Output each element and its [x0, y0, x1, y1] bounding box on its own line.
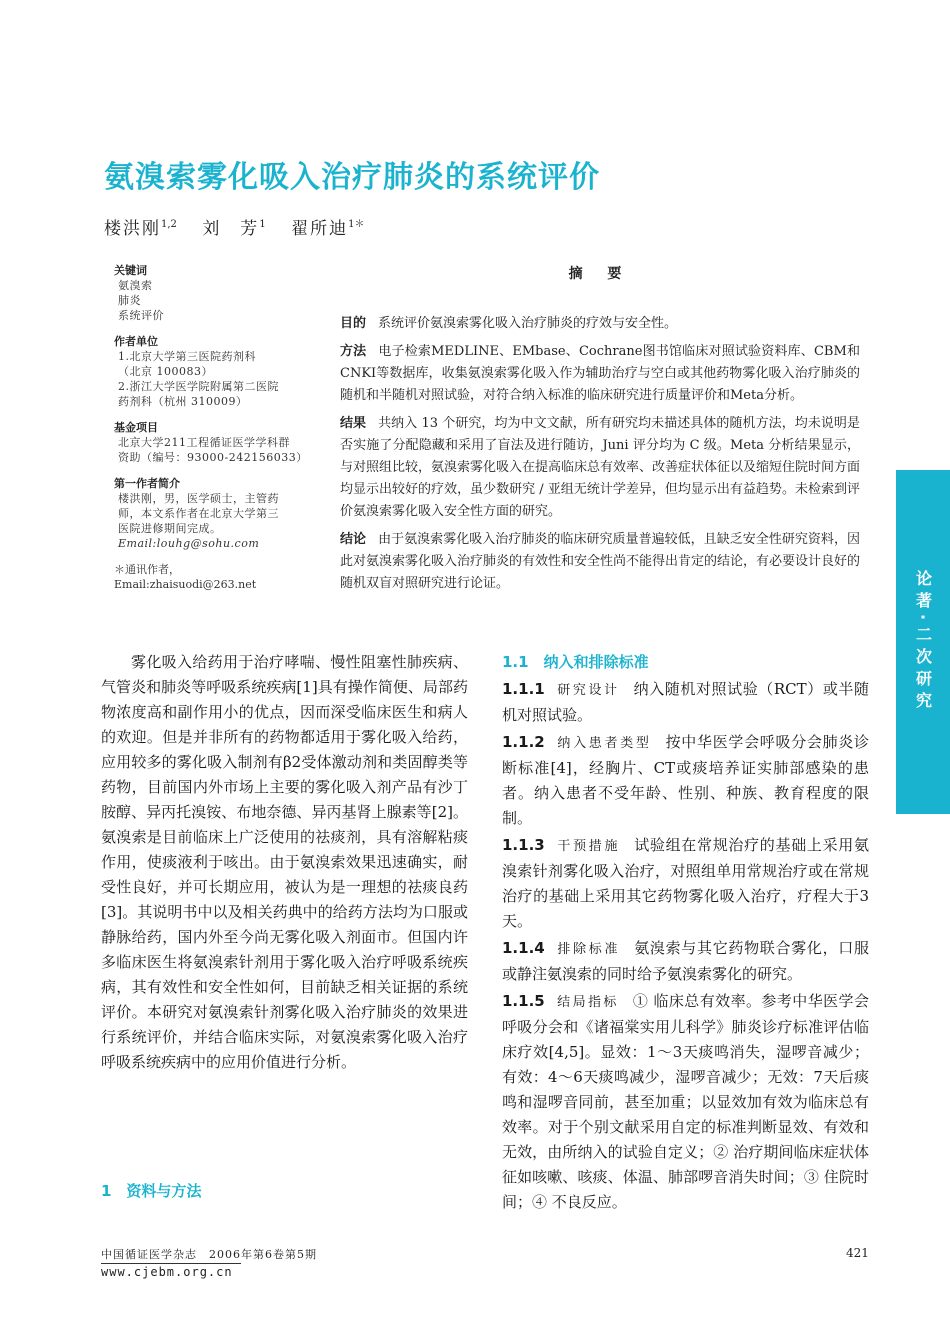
abstract-objective: 目的 系统评价氨溴索雾化吸入治疗肺炎的疗效与安全性。: [340, 316, 678, 331]
section-side-tab-label: 论著·二次研究: [913, 569, 933, 715]
abstract-results: 结果 共纳入 13 个研究，均为中文文献，所有研究均未描述具体的随机方法，均未说明是否实施了分配隐藏和采用了盲法及进行随访，Juni 评分均为 C 级。Meta 分析结果显示，与对照组比较，氨溴索雾化吸入在提高临床总有效率、改善症状体征以及缩短住院时间方面均显示出较好的疗效，虽少数研究 / 亚组无统计学差异，但均显示出有益趋势。未检索到评价氨溴索雾化吸入安全性方面的研究。: [340, 416, 861, 519]
subsection: [502, 989, 869, 1215]
subsection-title: 纳入患者类型: [556, 736, 652, 751]
affiliation-line: 药剂科（杭州 310009）: [118, 395, 248, 408]
subsection-text: ① 临床总有效率。参考中华医学会呼吸分会和《诸福棠实用儿科学》肺炎诊疗标准评估临床疗效[4,5]。显效：1～3天痰鸣消失，湿啰音减少；有效：4～6天痰鸣减少，湿啰音减少；无效：7天后痰鸣和湿啰音同前，甚至加重；以显效加有效为临床总有效率。对于个别文献采用自定的标准判断显效、有效和无效，由所纳入的试验自定义；② 治疗期间临床症状体征如咳嗽、咳痰、体温、肺部啰音消失时间；③ 住院时间；④ 不良反应。: [502, 992, 869, 1211]
abstract: [340, 263, 860, 601]
subsection-number: 1.1.3: [502, 836, 545, 854]
author: 翟所迪$^{1*}$: [291, 219, 365, 239]
journal-url[interactable]: www.cjebm.org.cn: [101, 1265, 233, 1279]
fund-heading: 基金项目: [114, 421, 158, 434]
author: 刘 芳$^1$: [202, 219, 266, 239]
abstract-label: 目的: [340, 316, 367, 331]
subsection-title: 研究设计: [556, 683, 620, 698]
section-heading-1-1: 1.1 纳入和排除标准: [502, 653, 649, 671]
keyword: 系统评价: [118, 309, 164, 322]
subsection-title: 结局指标: [556, 995, 619, 1010]
fund-block: [114, 420, 320, 465]
first-author-block: [114, 476, 320, 551]
first-author-line: 楼洪刚，男，医学硕士，主管药: [118, 492, 279, 505]
subsection: [502, 730, 869, 831]
article-title: 氨溴索雾化吸入治疗肺炎的系统评价: [104, 160, 600, 195]
abstract-label: 方法: [340, 344, 367, 359]
abstract-label: 结果: [340, 416, 367, 431]
subsection-text: 试验组在常规治疗的基础上采用氨溴索针剂雾化吸入治疗，对照组单用常规治疗或在常规治疗的基础上采用其它药物雾化吸入治疗，疗程大于3天。: [502, 836, 869, 930]
first-author-line: 师，本文系作者在北京大学第三: [118, 507, 279, 520]
first-author-email: Email:louhg@sohu.com: [118, 537, 260, 550]
fund-line: 资助（编号：93000-242156033）: [118, 451, 308, 464]
affiliation-line: 1.北京大学第三医院药剂科: [118, 350, 256, 363]
keywords-block: [114, 263, 320, 323]
affiliation-line: 2.浙江大学医学院附属第二医院: [118, 380, 279, 393]
page-number: 421: [846, 1246, 869, 1260]
affiliation-heading: 作者单位: [114, 335, 158, 348]
abstract-heading: 摘 要: [568, 266, 632, 282]
subsection-text: 按中华医学会呼吸分会肺炎诊断标准[4]，经胸片、CT或痰培养证实肺部感染的患者。纳入患者不受年龄、性别、种族、教育程度的限制。: [502, 733, 869, 827]
subsection-number: 1.1.4: [502, 939, 545, 957]
affiliation-block: [114, 334, 320, 409]
subsection-number: 1.1.2: [502, 733, 545, 751]
intro-paragraph: 雾化吸入给药用于治疗哮喘、慢性阻塞性肺疾病、气管炎和肺炎等呼吸系统疾病[1]具有操作简便、局部药物浓度高和副作用小的优点，因而深受临床医生和病人的欢迎。但是并非所有的药物都适用于雾化吸入给药，应用较多的雾化吸入制剂有β2受体激动剂和类固醇类等药物，目前国内外市场上主要的雾化吸入剂产品有沙丁胺醇、异丙托溴铵、布地奈德、异丙基肾上腺素等[2]。氨溴索是目前临床上广泛使用的祛痰剂，具有溶解粘痰作用，使痰液利于咳出。由于氨溴索效果迅速确实，耐受性良好，并可长期应用，被认为是一理想的祛痰良药[3]。其说明书中以及相关药典中的给药方法均为口服或静脉给药，国内外至今尚无雾化吸入剂面市。但国内许多临床医生将氨溴索针剂用于雾化吸入治疗呼吸系统疾病，其有效性和安全性如何，目前缺乏相关证据的系统评价。本研究对氨溴索针剂雾化吸入治疗肺炎的效果进行系统评价，并结合临床实际，对氨溴索雾化吸入治疗呼吸系统疾病中的应用价值进行分析。: [101, 653, 468, 1071]
body-intro: [101, 650, 468, 1075]
section-heading-1: 1 资料与方法: [101, 1182, 202, 1200]
subsection-number: 1.1.5: [502, 992, 545, 1010]
article-metadata: [114, 263, 320, 592]
first-author-heading: 第一作者简介: [114, 477, 180, 490]
abstract-conclusion: 结论 由于氨溴索雾化吸入治疗肺炎的临床研究质量普遍较低，且缺乏安全性研究资料，因此对氨溴索雾化吸入治疗肺炎的有效性和安全性尚不能得出肯定的结论，有必要设计良好的随机双盲对照研究进行论证。: [340, 532, 861, 591]
subsection-number: 1.1.1: [502, 680, 545, 698]
footer-divider: [101, 1263, 241, 1264]
first-author-line: 医院进修期间完成。: [118, 522, 222, 535]
keywords-heading: 关键词: [114, 264, 147, 277]
author-list: [104, 214, 604, 239]
affiliation-line: （北京 100083）: [118, 365, 213, 378]
subsection-text: 氨溴索与其它药物联合雾化，口服或静注氨溴索的同时给予氨溴索雾化的研究。: [502, 939, 869, 983]
subsection-title: 排除标准: [556, 942, 621, 957]
subsection-text: 纳入随机对照试验（RCT）或半随机对照试验。: [502, 680, 869, 724]
abstract-label: 结论: [340, 532, 367, 547]
corresponding-author-note: ＊通讯作者，Email:zhaisuodi@263.net: [114, 563, 257, 591]
subsection: [502, 833, 869, 934]
abstract-methods: 方法 电子检索MEDLINE、EMbase、Cochrane图书馆临床对照试验资料库、CBM和CNKI等数据库，收集氨溴索雾化吸入作为辅助治疗与空白或其他药物雾化吸入治疗肺炎的随机和半随机对照试验，对符合纳入标准的临床研究进行质量评价和Meta分析。: [340, 344, 860, 403]
body-methods: [502, 650, 869, 1217]
author: 楼洪刚$^{1,2}$: [104, 219, 177, 239]
fund-line: 北京大学211工程循证医学学科群: [118, 436, 290, 449]
journal-footer: 中国循证医学杂志 2006年第6卷第5期: [101, 1248, 317, 1261]
keyword: 氨溴索: [118, 279, 153, 292]
subsection-title: 干预措施: [556, 839, 621, 854]
keyword: 肺炎: [118, 294, 141, 307]
subsection: [502, 677, 869, 728]
subsection: [502, 936, 869, 987]
section-side-tab: [896, 470, 950, 814]
